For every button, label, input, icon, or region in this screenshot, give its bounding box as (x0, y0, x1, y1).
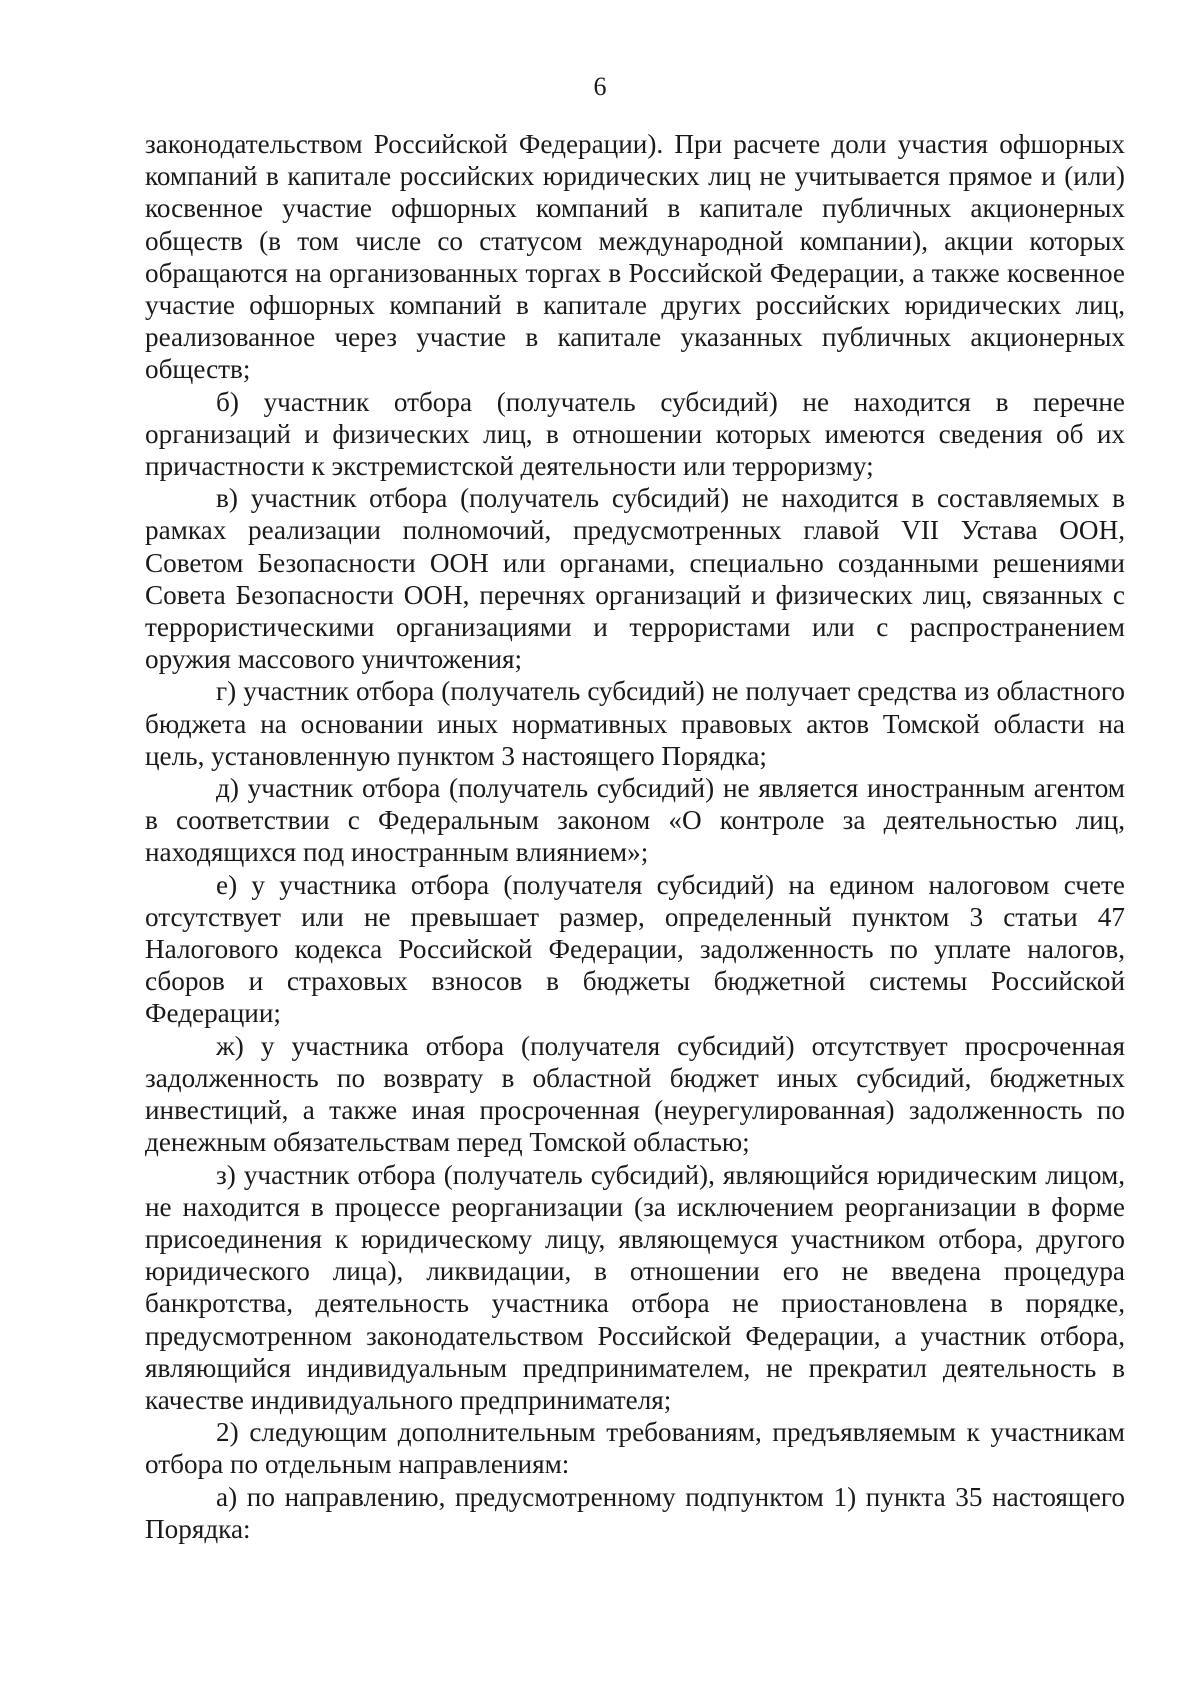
paragraph-item-zh: ж) у участника отбора (получателя субсидий) отсутствует просроченная задолженность по возврату в областной бюджет иных субсидий, бюджетных инвестиций, а также иная просроченная (неурегулированная) задолженность по денежным обязательствам перед Томской областью; (145, 1030, 1125, 1158)
paragraph-item-v: в) участник отбора (получатель субсидий) не находится в составляемых в рамках реализации полномочий, предусмотренных главой VII Устава ООН, Советом Безопасности ООН или органами, специально созданными решениями Совета Безопасности ООН, перечнях организаций и физических лиц, связанных с террористическими организациями и террористами или с распространением оружия массового уничтожения; (145, 483, 1125, 675)
page-number: 6 (593, 72, 607, 101)
paragraph-item-d: д) участник отбора (получатель субсидий) не является иностранным агентом в соответствии с Федеральным законом «О контроле за деятельностью лиц, находящихся под иностранным влиянием»; (145, 773, 1125, 868)
paragraph-item-z: з) участник отбора (получатель субсидий), являющийся юридическим лицом, не находится в процессе реорганизации (за исключением реорганизации в форме присоединения к юридическому лицу, являющемуся участником отбора, другого юридического лица), ликвидации, в отношении его не введена процедура банкротства, деятельность участника отбора не приостановлена в порядке, предусмотренном законодательством Российской Федерации, а участник отбора, являющийся индивидуальным предпринимателем, не прекратил деятельность в качестве индивидуального предпринимателя; (145, 1159, 1125, 1415)
paragraph-item-a: а) по направлению, предусмотренному подпунктом 1) пункта 35 настоящего Порядка: (145, 1481, 1125, 1544)
paragraph-continuation: законодательством Российской Федерации). При расчете доли участия офшорных компаний в капитале российских юридических лиц не учитывается прямое и (или) косвенное участие офшорных компаний в капитале публичных акционерных обществ (в том числе со статусом международной компании), акции которых обращаются на организованных торгах в Российской Федерации, а также косвенное участие офшорных компаний в капитале других российских юридических лиц, реализованное через участие в капитале указанных публичных акционерных обществ; (145, 129, 1125, 385)
paragraph-item-2: 2) следующим дополнительным требованиям, предъявляемым к участникам отбора по отдельным направлениям: (145, 1417, 1125, 1480)
paragraph-item-b: б) участник отбора (получатель субсидий) не находится в перечне организаций и физических лиц, в отношении которых имеются сведения об их причастности к экстремистской деятельности или терроризму; (145, 386, 1125, 482)
paragraph-item-g: г) участник отбора (получатель субсидий) не получает средства из областного бюджета на основании иных нормативных правовых актов Томской области на цель, установленную пунктом 3 настоящего Порядка; (145, 676, 1125, 771)
document-body (145, 128, 1125, 1545)
paragraph-item-e: е) у участника отбора (получателя субсидий) на едином налоговом счете отсутствует или не превышает размер, определенный пунктом 3 статьи 47 Налогового кодекса Российской Федерации, задолженность по уплате налогов, сборов и страховых взносов в бюджеты бюджетной системы Российской Федерации; (145, 869, 1125, 1029)
